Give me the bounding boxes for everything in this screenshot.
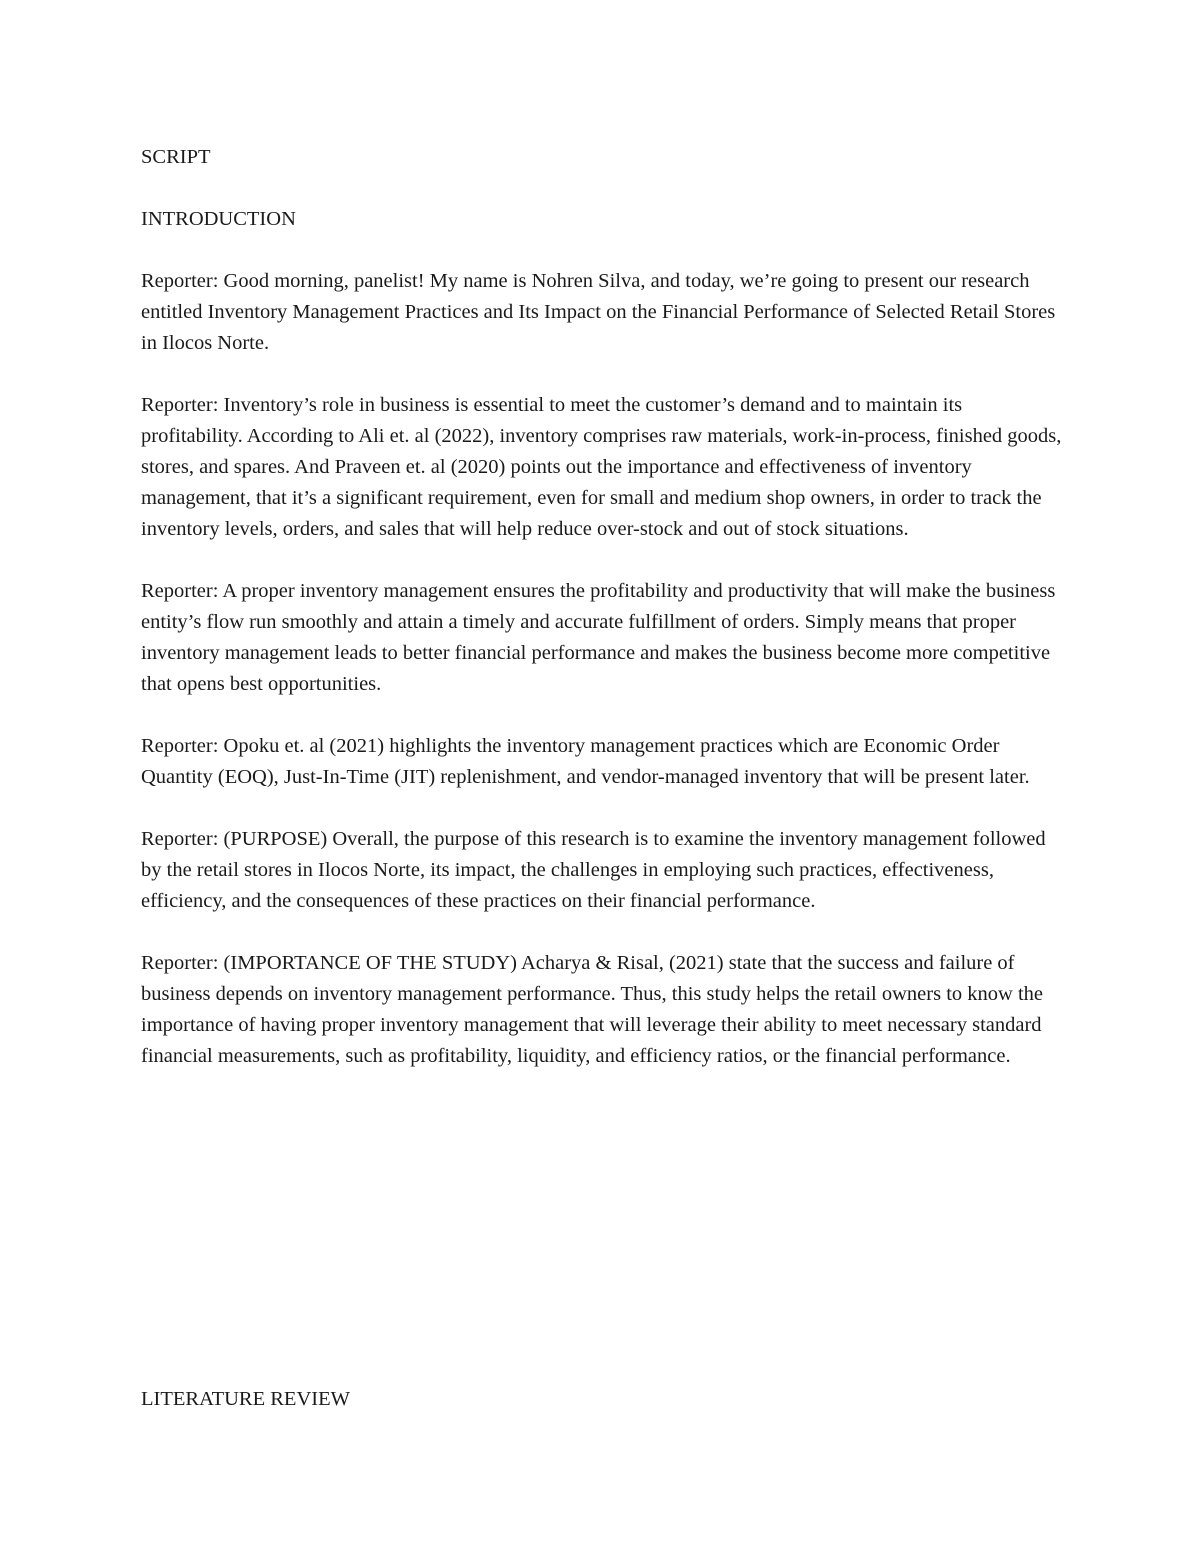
document-title: SCRIPT: [141, 146, 211, 168]
section-heading-introduction: INTRODUCTION: [141, 208, 296, 230]
document-body: [141, 142, 1066, 1072]
section-heading-literature-review: LITERATURE REVIEW: [141, 1388, 350, 1410]
paragraph-purpose: Reporter: (PURPOSE) Overall, the purpose of this research is to examine the inventory management followed by the retail stores in Ilocos Norte, its impact, the challenges in employing such practices, effectiveness, efficiency, and the consequences of these practices on their financial performance.: [141, 828, 1046, 912]
paragraph-practices: Reporter: Opoku et. al (2021) highlights the inventory management practices which are Economic Order Quantity (EOQ), Just-In-Time (JIT) replenishment, and vendor-managed inventory that will be present later.: [141, 735, 1030, 788]
paragraph-proper-management: Reporter: A proper inventory management ensures the profitability and productivity that will make the business entity’s flow run smoothly and attain a timely and accurate fulfillment of orders. Simply means that proper inventory management leads to better financial performance and makes the business become more competitive that opens best opportunities.: [141, 580, 1056, 695]
paragraph-inventory-role: Reporter: Inventory’s role in business is essential to meet the customer’s demand and to maintain its profitability. According to Ali et. al (2022), inventory comprises raw materials, work-in-process, finished goods, stores, and spares. And Praveen et. al (2020) points out the importance and effectiveness of inventory management, that it’s a significant requirement, even for small and medium shop owners, in order to track the inventory levels, orders, and sales that will help reduce over-stock and out of stock situations.: [141, 394, 1062, 540]
paragraph-greeting: Reporter: Good morning, panelist! My name is Nohren Silva, and today, we’re going to present our research entitled Inventory Management Practices and Its Impact on the Financial Performance of Selected Retail Stores in Ilocos Norte.: [141, 270, 1056, 354]
paragraph-importance: Reporter: (IMPORTANCE OF THE STUDY) Acharya & Risal, (2021) state that the success and failure of business depends on inventory management performance. Thus, this study helps the retail owners to know the importance of having proper inventory management that will leverage their ability to meet necessary standard financial measurements, such as profitability, liquidity, and efficiency ratios, or the financial performance.: [141, 952, 1043, 1067]
